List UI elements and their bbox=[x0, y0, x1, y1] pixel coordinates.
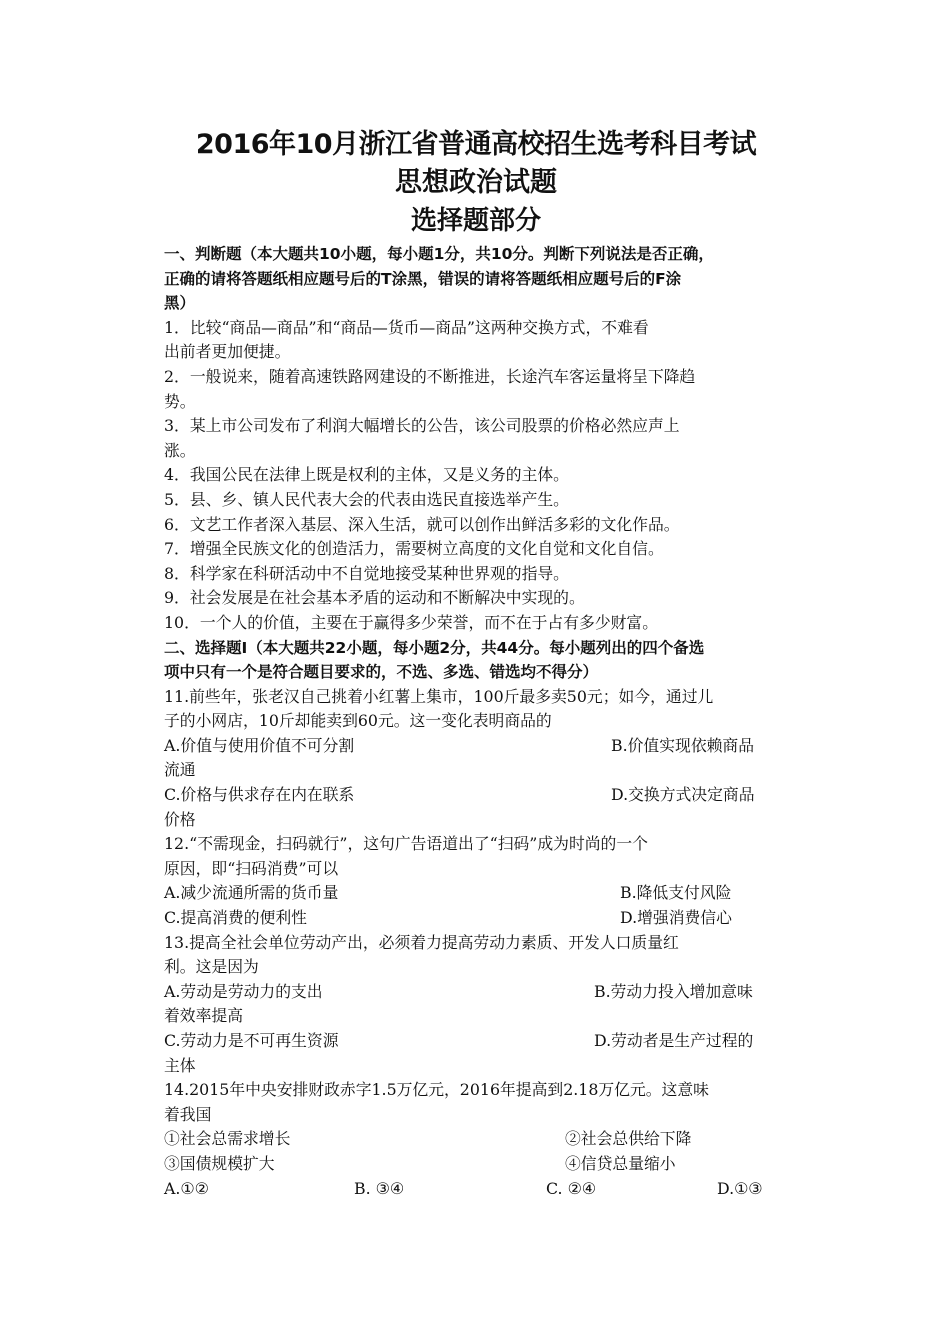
option-row bbox=[164, 783, 788, 808]
statement-3: ③国债规模扩大 bbox=[164, 1153, 275, 1173]
option-row bbox=[164, 1029, 788, 1054]
question-text: 子的小网店，10斤却能卖到60元。这一变化表明商品的 bbox=[164, 711, 552, 731]
question-text: 9．社会发展是在社会基本矛盾的运动和不断解决中实现的。 bbox=[164, 588, 585, 608]
section-heading: 二、选择题Ⅰ（本大题共22小题，每小题2分，共44分。每小题列出的四个备选 bbox=[164, 638, 705, 657]
option-b: B. ③④ bbox=[354, 1178, 404, 1198]
option-continuation: 主体 bbox=[164, 1055, 196, 1075]
option-d: D.交换方式决定商品 bbox=[611, 785, 755, 805]
question-text: 3．某上市公司发布了利润大幅增长的公告，该公司股票的价格必然应声上 bbox=[164, 416, 680, 436]
question-text: 利。这是因为 bbox=[164, 957, 259, 977]
option-row bbox=[164, 881, 788, 906]
subject-title: 思想政治试题 bbox=[395, 167, 557, 198]
exam-page bbox=[164, 126, 788, 1201]
question-text: 着我国 bbox=[164, 1104, 212, 1124]
option-row bbox=[164, 734, 788, 759]
option-c: C. ②④ bbox=[546, 1178, 596, 1198]
option-c: C.提高消费的便利性 bbox=[164, 908, 307, 928]
question-text: 势。 bbox=[164, 391, 196, 411]
option-c: C.价格与供求存在内在联系 bbox=[164, 785, 355, 805]
option-continuation: 着效率提高 bbox=[164, 1006, 243, 1026]
option-continuation: 价格 bbox=[164, 809, 196, 829]
option-b: B.降低支付风险 bbox=[620, 883, 732, 903]
question-text: 14.2015年中央安排财政赤字1.5万亿元，2016年提高到2.18万亿元。这意味 bbox=[164, 1080, 709, 1100]
option-b: B.劳动力投入增加意味 bbox=[594, 981, 753, 1001]
section-heading: 项中只有一个是符合题目要求的，不选、多选、错选均不得分） bbox=[164, 663, 599, 682]
question-text: 6．文艺工作者深入基层、深入生活，就可以创作出鲜活多彩的文化作品。 bbox=[164, 514, 680, 534]
statement-1: ①社会总需求增长 bbox=[164, 1129, 291, 1149]
statement-row bbox=[164, 1127, 788, 1152]
question-text: 出前者更加便捷。 bbox=[164, 342, 291, 362]
question-text: 涨。 bbox=[164, 440, 196, 460]
question-text: 13.提高全社会单位劳动产出，必须着力提高劳动力素质、开发人口质量红 bbox=[164, 932, 679, 952]
question-text: 11.前些年，张老汉自己挑着小红薯上集市，100斤最多卖50元；如今，通过儿 bbox=[164, 686, 714, 706]
section-heading: 黑） bbox=[164, 294, 196, 313]
option-a: A.劳动是劳动力的支出 bbox=[164, 981, 323, 1001]
question-text: 4．我国公民在法律上既是权利的主体，又是义务的主体。 bbox=[164, 465, 569, 485]
statement-2: ②社会总供给下降 bbox=[565, 1129, 692, 1149]
option-row bbox=[164, 980, 788, 1005]
part-title: 选择题部分 bbox=[410, 206, 541, 236]
section-judgment bbox=[164, 242, 788, 636]
option-b: B.价值实现依赖商品 bbox=[611, 735, 755, 755]
option-a: A.减少流通所需的货币量 bbox=[164, 883, 339, 903]
statement-4: ④信贷总量缩小 bbox=[565, 1153, 676, 1173]
option-d: D.劳动者是生产过程的 bbox=[594, 1031, 754, 1050]
option-c: C.劳动力是不可再生资源 bbox=[164, 1031, 339, 1050]
option-d: D.①③ bbox=[717, 1178, 763, 1198]
question-text: 原因，即“扫码消费”可以 bbox=[164, 858, 339, 878]
section-heading: 一、判断题（本大题共10小题，每小题1分，共10分。判断下列说法是否正确， bbox=[164, 245, 714, 263]
section-heading: 正确的请将答题纸相应题号后的T涂黑，错误的请将答题纸相应题号后的F涂 bbox=[164, 269, 682, 288]
option-row bbox=[164, 1177, 788, 1202]
question-text: 7．增强全民族文化的创造活力，需要树立高度的文化自觉和文化自信。 bbox=[164, 539, 664, 559]
option-d: D.增强消费信心 bbox=[620, 908, 732, 928]
question-text: 12.“不需现金，扫码就行”，这句广告语道出了“扫码”成为时尚的一个 bbox=[164, 834, 648, 854]
option-continuation: 流通 bbox=[164, 760, 196, 780]
statement-row bbox=[164, 1152, 788, 1177]
exam-title: 2016年10月浙江省普通高校招生选考科目考试 bbox=[195, 129, 757, 160]
question-text: 5．县、乡、镇人民代表大会的代表由选民直接选举产生。 bbox=[164, 489, 569, 509]
question-text: 8．科学家在科研活动中不自觉地接受某种世界观的指导。 bbox=[164, 563, 569, 583]
question-text: 2．一般说来，随着高速铁路网建设的不断推进，长途汽车客运量将呈下降趋 bbox=[164, 366, 696, 386]
question-text: 10．一个人的价值，主要在于赢得多少荣誉，而不在于占有多少财富。 bbox=[164, 612, 659, 632]
option-row bbox=[164, 906, 788, 931]
option-a: A.价值与使用价值不可分割 bbox=[164, 735, 355, 755]
section-choice bbox=[164, 636, 788, 1202]
option-a: A.①② bbox=[164, 1178, 209, 1198]
question-text: 1．比较“商品—商品”和“商品—货币—商品”这两种交换方式，不难看 bbox=[164, 317, 649, 337]
